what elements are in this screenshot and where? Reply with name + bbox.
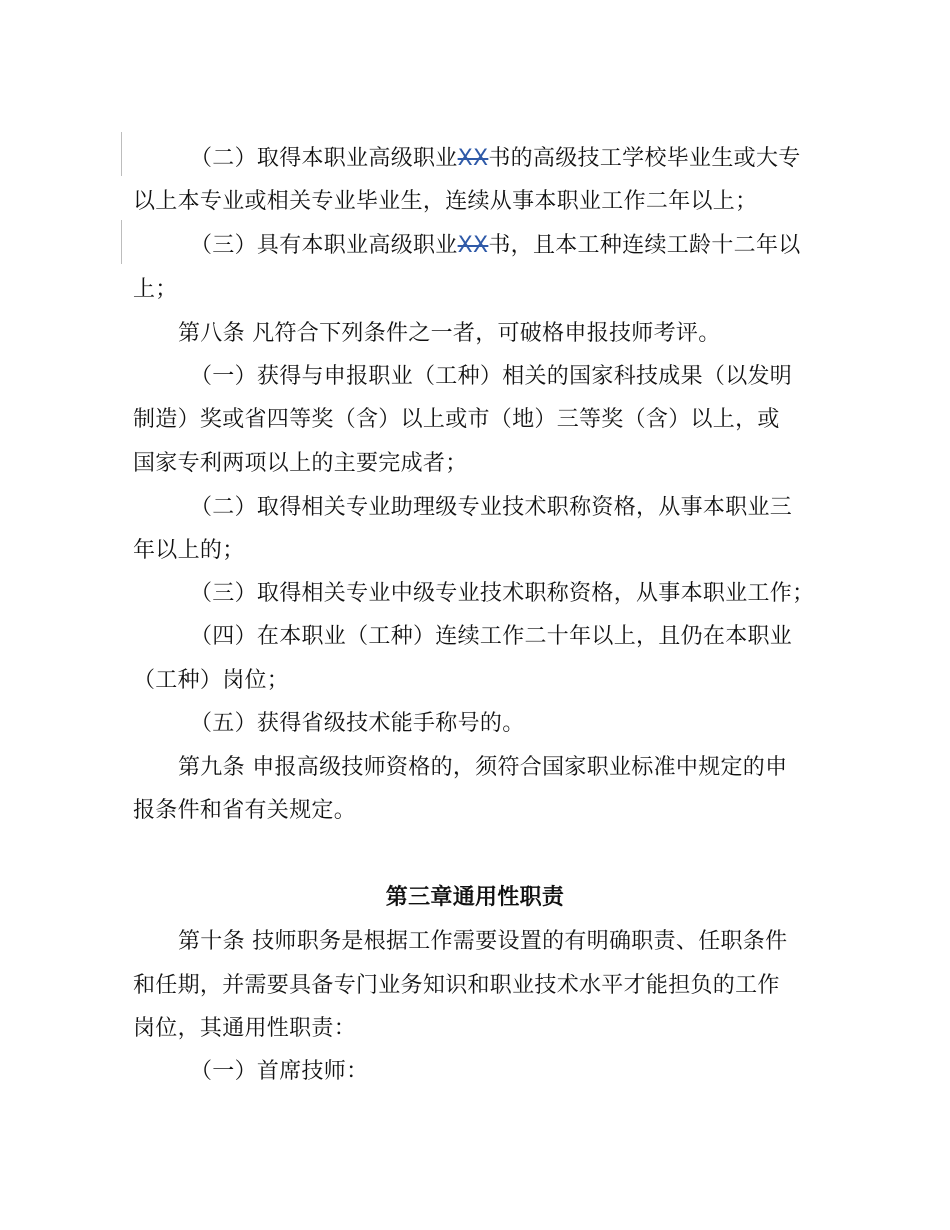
text-run: 书，且本工种连续工龄十二年以	[488, 233, 801, 258]
change-bar	[121, 132, 122, 176]
change-bar	[121, 220, 122, 264]
paragraph-line: （三）取得相关专业中级专业技术职称资格，从事本职业工作；	[190, 581, 815, 606]
article-heading-line: 第八条 凡符合下列条件之一者，可破格申报技师考评。	[178, 321, 721, 346]
paragraph-line: 国家专利两项以上的主要完成者；	[133, 451, 468, 476]
text-run: （二）取得本职业高级职业	[190, 146, 458, 171]
paragraph-line: （一）获得与申报职业（工种）相关的国家科技成果（以发明	[190, 364, 793, 389]
paragraph-line	[190, 144, 890, 174]
text-run: 书的高级技工学校毕业生或大专	[488, 146, 801, 171]
paragraph-line	[190, 231, 890, 261]
paragraph-line: （二）取得相关专业助理级专业技术职称资格，从事本职业三	[190, 495, 793, 520]
paragraph-line: （一）首席技师：	[190, 1059, 369, 1084]
paragraph-line: 报条件和省有关规定。	[133, 798, 357, 823]
article-heading-line: 第十条 技师职务是根据工作需要设置的有明确职责、任职条件	[178, 929, 788, 954]
article-heading-line: 第九条 申报高级技师资格的，须符合国家职业标准中规定的申	[178, 755, 788, 780]
paragraph-line: 以上本专业或相关专业毕业生，连续从事本职业工作二年以上；	[133, 189, 758, 214]
paragraph-line: （四）在本职业（工种）连续工作二十年以上，且仍在本职业	[190, 624, 793, 649]
paragraph-line: 制造）奖或省四等奖（含）以上或市（地）三等奖（含）以上，或	[133, 407, 780, 432]
paragraph-line: （五）获得省级技术能手称号的。	[190, 711, 525, 736]
chapter-title: 第三章通用性职责	[385, 885, 565, 910]
paragraph-line: 年以上的；	[133, 538, 245, 563]
text-run: （三）具有本职业高级职业	[190, 233, 458, 258]
paragraph-line: （工种）岗位；	[133, 668, 290, 693]
paragraph-line: 上；	[133, 277, 178, 302]
tracked-deletion: XX	[457, 233, 489, 258]
tracked-deletion: XX	[457, 146, 489, 171]
paragraph-line: 和任期，并需要具备专门业务知识和职业技术水平才能担负的工作	[133, 973, 780, 998]
paragraph-line: 岗位，其通用性职责：	[133, 1016, 357, 1041]
